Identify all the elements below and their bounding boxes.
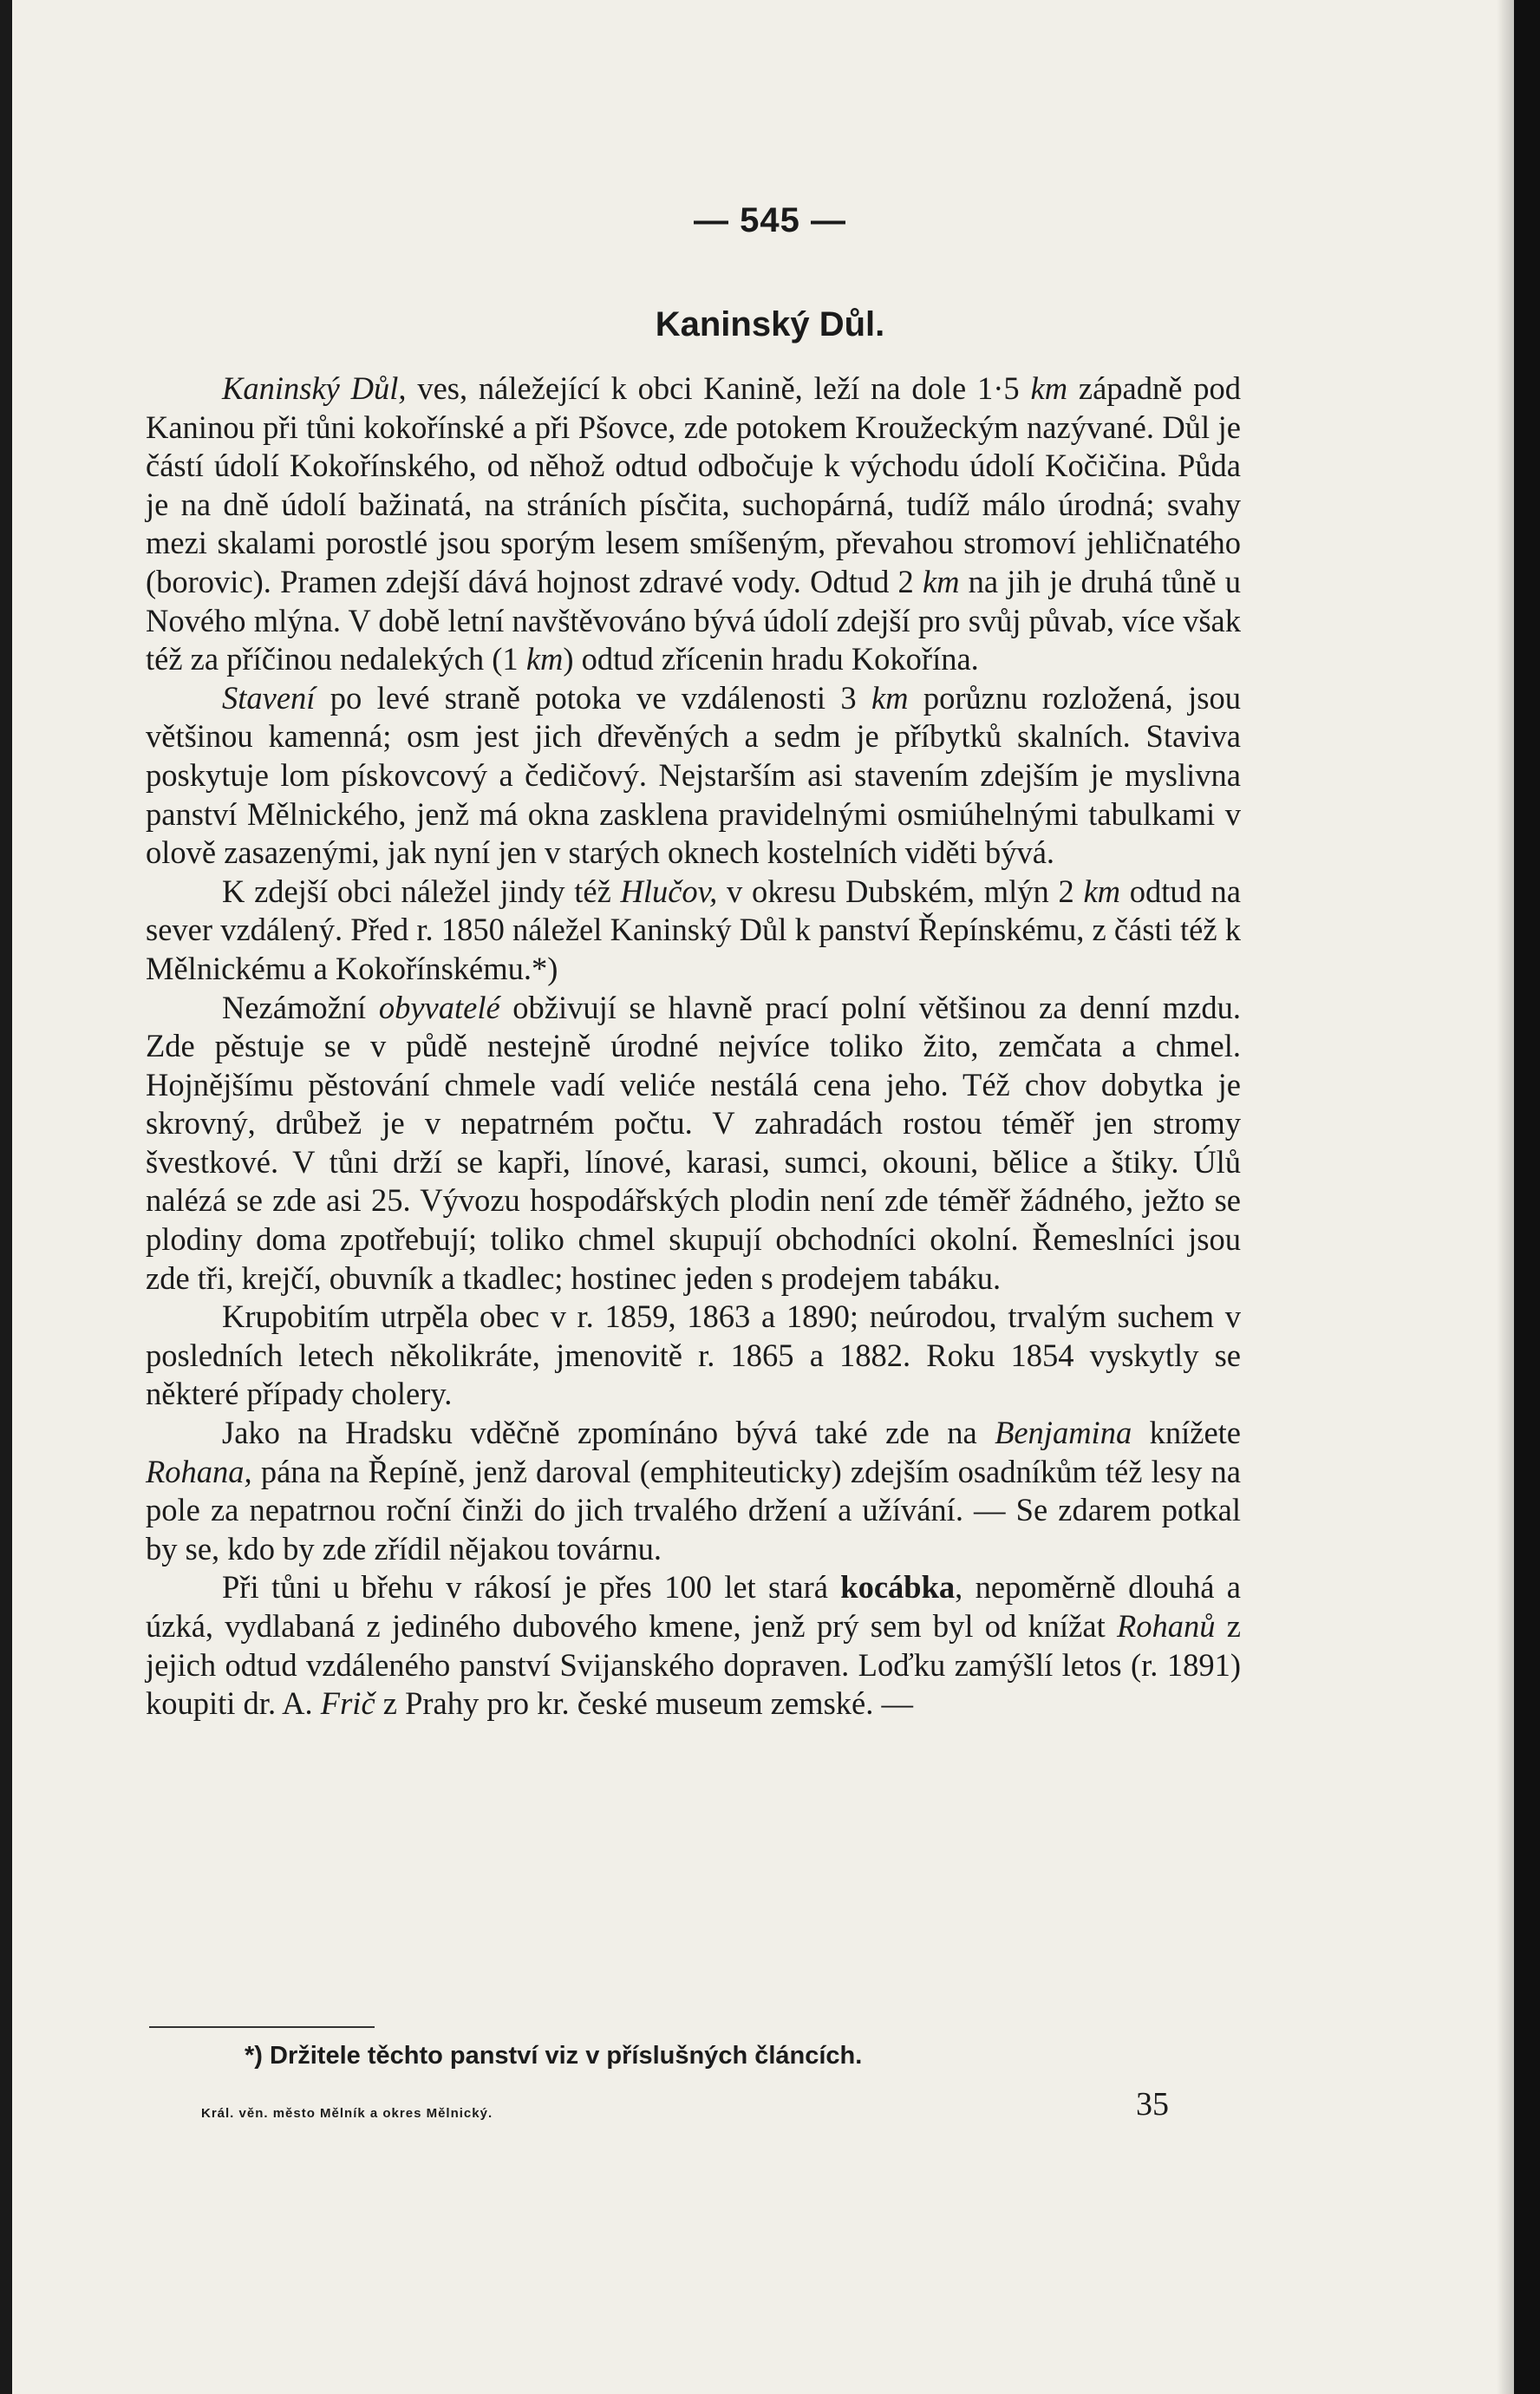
term-hlucov: Hlučov,: [620, 873, 718, 909]
scan-left-border: [0, 0, 12, 2394]
text-run: , nepoměrně dlouhá a úzká, vydlabaná z jediného dubového kmene, jenž prý sem byl od knížat: [146, 1569, 1241, 1644]
text-run: na jih je druhá tůně u Nového mlýna. V době letní navštěvováno bývá údolí zdejší pro svůj půvab, více však též za příčinou nedalekých (1: [146, 563, 1241, 677]
term-obyvatele: obyvatelé: [378, 989, 500, 1025]
page-number: — 545 —: [694, 201, 846, 239]
unit-km: km: [1030, 370, 1068, 406]
text-run: Nezámožní: [222, 989, 379, 1025]
paragraph-inhabitants: [146, 989, 1241, 1298]
text-run: Jako na Hradsku vděčně zpomínáno bývá také zde na: [222, 1415, 995, 1451]
paragraph-benefactor: [146, 1414, 1241, 1568]
unit-km: km: [525, 641, 564, 677]
paragraph-buildings: [146, 679, 1241, 873]
text-run: knížete: [1132, 1415, 1241, 1451]
paragraph-boat: [146, 1568, 1241, 1723]
footnote-divider: [149, 2026, 375, 2028]
term-rohana: Rohana,: [146, 1453, 252, 1489]
unit-km: km: [871, 679, 909, 716]
text-run: v okresu Dubském, mlýn 2: [717, 873, 1084, 909]
unit-km: km: [1083, 873, 1120, 909]
term-staveni: Stavení: [222, 679, 316, 716]
text-run: Při tůni u břehu v rákosí je přes 100 let stará: [222, 1569, 841, 1606]
term-kaninsky-dul: Kaninský Důl,: [222, 370, 407, 406]
text-run: ves, náležející k obci Kanině, leží na dole 1·5: [406, 370, 1031, 406]
text-run: obživují se hlavně prací polní většinou za denní mzdu. Zde pěstuje se v půdě nestejně úrodné nejvíce toliko žito, zemčata a chmel. Hojnějšímu pěstování chmele vadí veliće nestálá cena jeho. Též chov dobytka je skrovný, drůbež je v nepatrném počtu. V zahradách rostou téměř jen stromy švestkové. V tůni drží se kapři, línové, karasi, sumci, okouni, bělice a štiky. Úlů nalézá se zde asi 25. Vývozu hospodářských plodin není zde téměř žádného, ježto se plodiny doma zpotřebují; toliko chmel skupují obchodníci okolní. Řemeslníci jsou zde tři, krejčí, obuvník a tkadlec; hostinec jeden s prodejem tabáku.: [146, 989, 1241, 1296]
text-run: K zdejší obci náležel jindy též: [222, 873, 621, 909]
scan-right-border: [1514, 0, 1540, 2394]
page-title: Kaninský Důl.: [655, 305, 885, 343]
text-run: západně pod Kaninou při tůni kokořínské a při Pšovce, zde potokem Kroužeckým nazývané. Důl je částí údolí Kokořínského, od něhož odtud odbočuje k východu údolí Kočičina. Půda je na dně údolí bažinatá, na stráních písčita, suchopárná, tudíž málo úrodná; svahy mezi skalami porostlé jsou sporým lesem smíšeným, převahou stromoví jehličnatého (borovic). Pramen zdejší dává hojnost zdravé vody. Odtud 2: [146, 370, 1241, 599]
term-kocabka: kocábka: [840, 1569, 956, 1606]
text-run: z jejich odtud vzdáleného panství Svijanského dopraven. Loďku zamýšlí letos (r. 1891) koupiti dr. A.: [146, 1608, 1241, 1722]
term-rohanu: Rohanů: [1116, 1608, 1216, 1644]
text-run: z Prahy pro kr. české museum zemské. —: [375, 1685, 913, 1722]
paragraph-village: [146, 370, 1241, 679]
text-run: pána na Řepíně, jenž daroval (emphiteuticky) zdejším osadníkům též lesy na pole za nepatrnou roční činži do jich trvalého držení a užívání. — Se zdarem potkal by se, kdo by zde zřídil nějakou továrnu.: [146, 1453, 1241, 1567]
unit-km: km: [922, 563, 960, 599]
footnote: *) Držitele těchto panství viz v příslušných článcích.: [245, 2042, 863, 2070]
body-text: [146, 370, 1241, 1724]
paragraph-history: [146, 873, 1241, 989]
term-fric: Frič: [320, 1685, 375, 1722]
term-benjamina: Benjamina: [995, 1415, 1132, 1451]
scan-gutter-shadow: [1497, 0, 1514, 2394]
text-run: po levé straně potoka ve vzdálenosti 3: [315, 679, 871, 716]
text-run: ) odtud zřícenin hradu Kokořína.: [563, 641, 979, 677]
text-run: odtud na sever vzdálený. Před r. 1850 náležel Kaninský Důl k panství Řepínskému, z části též k Mělnickému a Kokořínskému.*): [146, 873, 1242, 986]
imprint-line: Král. věn. město Mělník a okres Mělnický.: [201, 2106, 493, 2121]
text-run: porůznu rozložená, jsou většinou kamenná; osm jest jich dřevěných a sedm je příbytků skalních. Staviva poskytuje lom pískovcový a čedičový. Nejstarším asi stavením zdejším je myslivna panství Mělnického, jenž má okna zasklena pravidelnými osmiúhelnými tabulkami v olově zasazenými, jak nyní jen v starých oknech kostelních viděti bývá.: [146, 679, 1241, 871]
paragraph-disasters: Krupobitím utrpěla obec v r. 1859, 1863 a 1890; neúrodou, trvalým suchem v posledních letech několikráte, jmenovitě r. 1865 a 1882. Roku 1854 vyskytly se některé případy cholery.: [146, 1298, 1241, 1412]
signature-mark: 35: [1136, 2086, 1169, 2123]
